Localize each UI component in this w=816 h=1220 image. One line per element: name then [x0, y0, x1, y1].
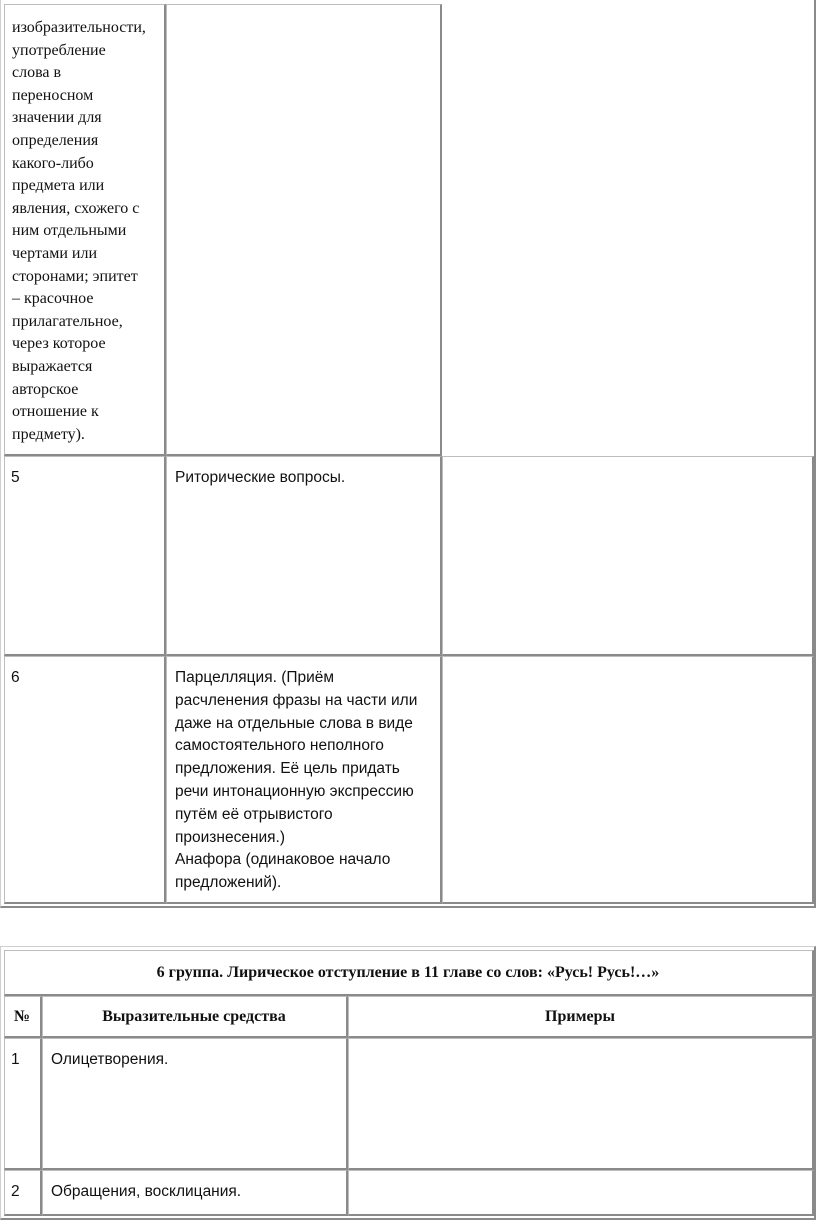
header-number: №: [13, 1008, 31, 1025]
table-2-header-examples-cell: [348, 996, 814, 1038]
table-2-row-2-num-cell: [4, 1170, 42, 1216]
table-2-row-2-device: Обращения, восклицания.: [51, 1183, 242, 1200]
table-row-6-num-cell: [4, 656, 166, 904]
table-2-row-1-number: 1: [11, 1051, 20, 1068]
table-row-5-examples-cell: [442, 456, 814, 656]
header-device: Выразительные средства: [102, 1008, 286, 1025]
table-row-6-device-cell: [166, 656, 442, 904]
table-row-6-examples-cell: [442, 656, 814, 904]
row-5-number: 5: [11, 469, 20, 486]
table-row-continuation-text-cell: [4, 4, 166, 456]
table-2-title: 6 группа. Лирическое отступление в 11 главе со слов: «Русь! Русь!…»: [156, 964, 660, 981]
row-6-number: 6: [11, 669, 20, 686]
table-2-row-1-device-cell: [42, 1038, 348, 1170]
table-row-5-num-cell: [4, 456, 166, 656]
table-2-row-2-device-cell: [42, 1170, 348, 1216]
table-2-row-2-examples-cell: [348, 1170, 814, 1216]
continuation-text: изобразительности, употребление слова в переносном значении для определения какого-либо предмета или явления, схожего с ним отдельными чертами или сторонами; эпитет – красочное прилагательное, через которое выражается авторское отношение к предмету).: [12, 19, 146, 443]
table-2-row-1-device: Олицетворения.: [51, 1051, 169, 1068]
header-examples: Примеры: [545, 1008, 615, 1025]
table-row-5-device-cell: [166, 456, 442, 656]
row-6-device: Парцелляция. (Приём расчленения фразы на части или даже на отдельные слова в виде самостоятельного неполного предложения. Её цель придать речи интонационную экспрессию путём её отрывистого произнесения.) Анафора (одинаковое начало предложений).: [175, 669, 418, 892]
row-5-device: Риторические вопросы.: [175, 469, 346, 486]
table-row-continuation-empty-cell: [166, 4, 442, 456]
table-2-title-cell: [4, 950, 814, 996]
table-2-row-1-examples-cell: [348, 1038, 814, 1170]
table-2-row-1-num-cell: [4, 1038, 42, 1170]
table-2-header-device-cell: [42, 996, 348, 1038]
table-2-row-2-number: 2: [11, 1183, 20, 1200]
table-2-header-num-cell: [4, 996, 42, 1038]
